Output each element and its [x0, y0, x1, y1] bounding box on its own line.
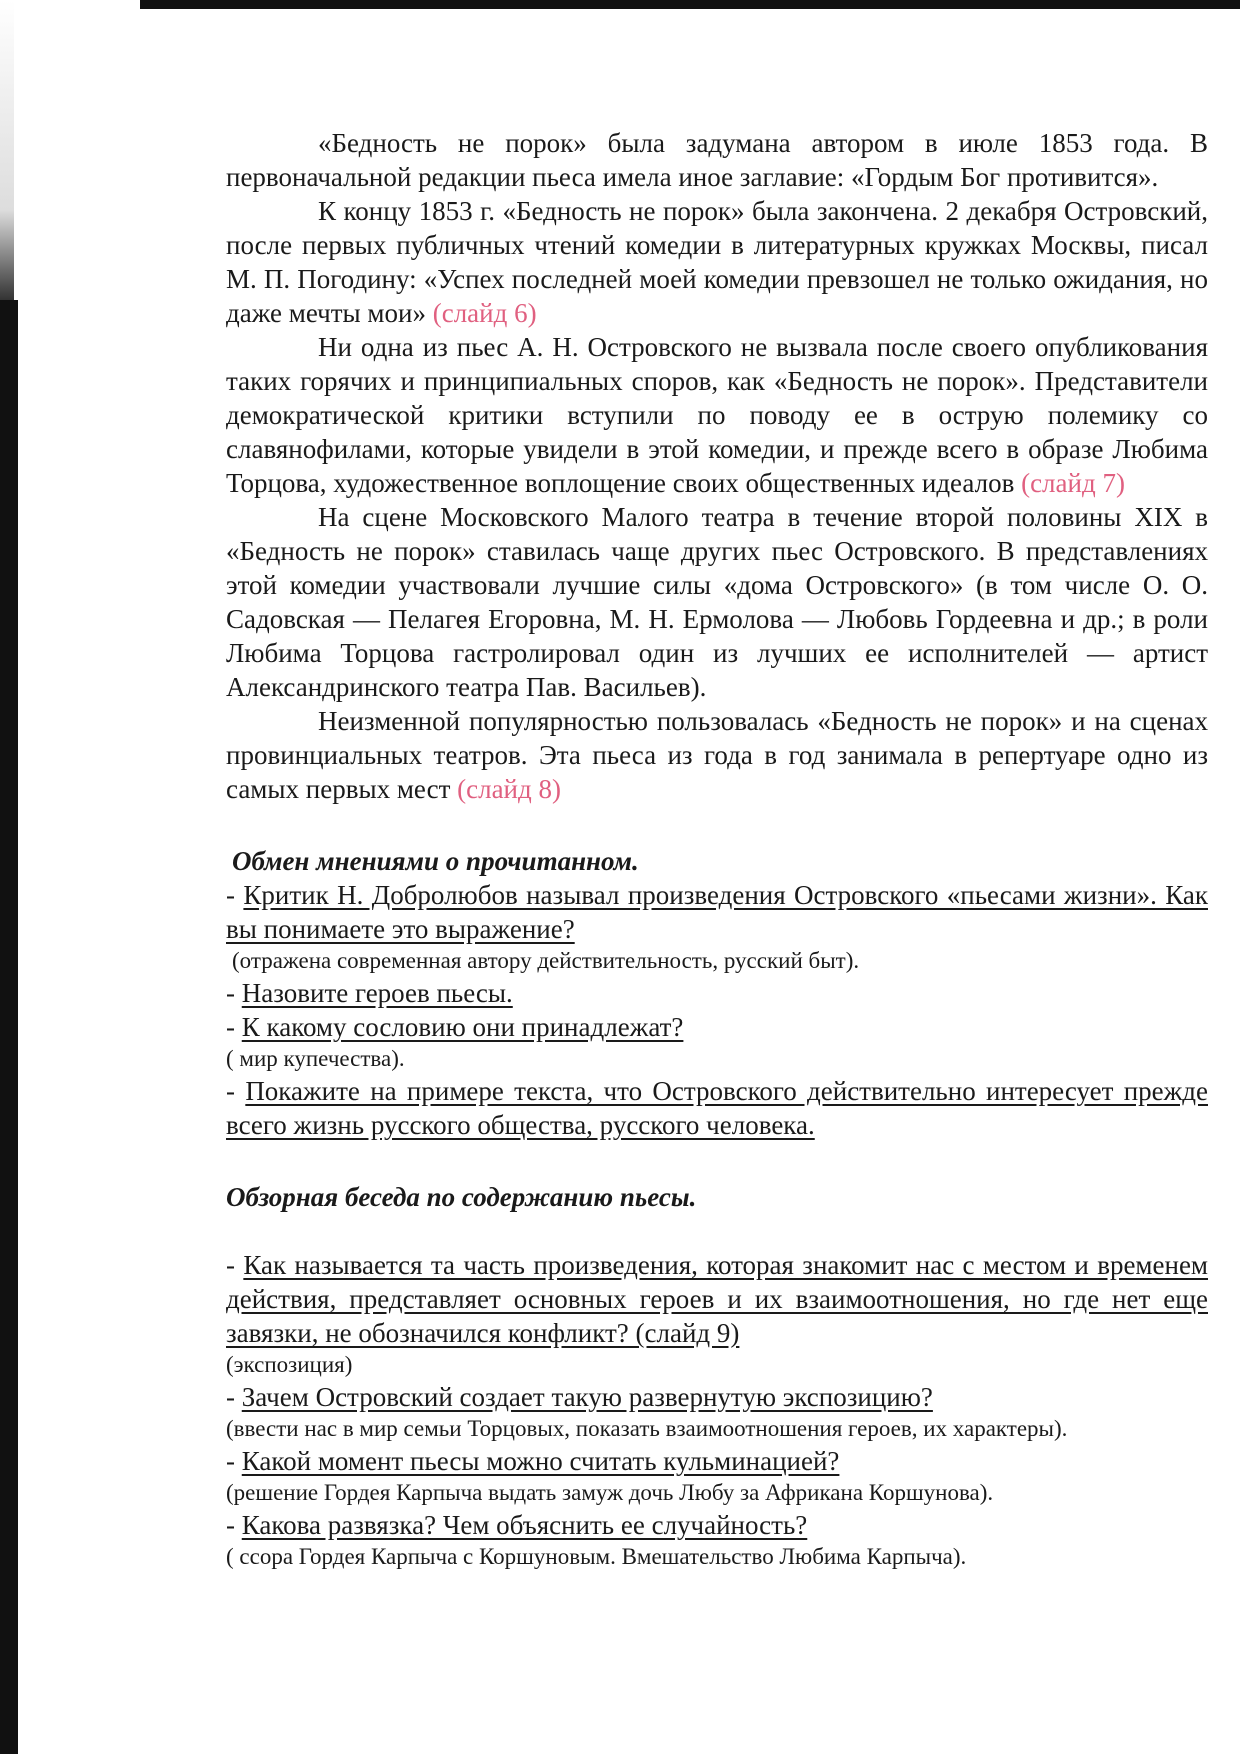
question [226, 1508, 1208, 1542]
spacer [226, 1214, 1208, 1248]
question [226, 1380, 1208, 1414]
paragraph-3: Ни одна из пьес А. Н. Островского не вызвала после своего опубликования таких горячих и принципиальных споров, как «Бедность не порок». Представители демократической критики вступили по поводу ее в острую полемику со славянофилами, которые увидели в этой комедии, и прежде всего в образе Любима Торцова, художественное воплощение своих общественных идеалов (слайд 7) [226, 332, 1208, 498]
answer-text: (решение Гордея Карпыча выдать замуж дочь Любу за Африкана Коршунова). [226, 1480, 994, 1505]
scan-edge-top [140, 0, 1240, 9]
slide-reference: (слайд 8) [457, 774, 561, 804]
answer-text: (отражена современная автору действительность, русский быт). [232, 948, 860, 973]
answer-text: (ввести нас в мир семьи Торцовых, показать взаимоотношения героев, их характеры). [226, 1416, 1068, 1441]
question-text: Критик Н. Добролюбов называл произведения Островского «пьесами жизни». Как вы понимаете это выражение? [226, 880, 1208, 944]
dash: - [226, 1382, 235, 1412]
paragraph-4: На сцене Московского Малого театра в течение второй половины XIX в «Бедность не порок» ставилась чаще других пьес Островского. В представлениях этой комедии участвовали лучшие силы «дома Островского» (в том числе О. О. Садовская — Пелагея Егоровна, М. Н. Ермолова — Любовь Гордеевна и др.; в роли Любима Торцова гастролировал один из лучших ее исполнителей — артист Александринского театра Пав. Васильев). [226, 502, 1208, 702]
question [226, 878, 1208, 946]
slide-reference: (слайд 7) [1021, 468, 1125, 498]
question [226, 976, 1208, 1010]
question [226, 1444, 1208, 1478]
scan-edge-left-fade [0, 0, 14, 300]
question-text: К какому сословию они принадлежат? [241, 1012, 684, 1042]
question [226, 1074, 1208, 1142]
question-text: Как называется та часть произведения, которая знакомит нас с местом и временем действия, представляет основных героев и их взаимоотношения, но где нет еще завязки, не обозначился конфликт? (слайд 9) [226, 1250, 1209, 1348]
dash: - [226, 1076, 235, 1106]
dash: - [226, 1510, 235, 1540]
answer-text: ( мир купечества). [226, 1046, 405, 1071]
document-page [226, 126, 1208, 1572]
question-text: Какова развязка? Чем объяснить ее случайность? [241, 1510, 808, 1540]
dash: - [226, 978, 235, 1008]
section-heading-discussion: Обмен мнениями о прочитанном. [232, 846, 639, 876]
question-text: Назовите героев пьесы. [241, 978, 513, 1008]
dash: - [226, 1012, 235, 1042]
dash: - [226, 1250, 235, 1280]
paragraph-2: К концу 1853 г. «Бедность не порок» была закончена. 2 декабря Островский, после первых публичных чтений комедии в литературных кружках Москвы, писал М. П. Погодину: «Успех последней моей комедии превзошел не только ожидания, но даже мечты мои» (слайд 6) [226, 196, 1208, 328]
section-heading-overview: Обзорная беседа по содержанию пьесы. [226, 1182, 697, 1212]
slide-reference: (слайд 6) [432, 298, 537, 328]
answer-text: ( ссора Гордея Карпыча с Коршуновым. Вмешательство Любима Карпыча). [226, 1544, 967, 1569]
scan-edge-left [0, 300, 18, 1754]
paragraph-1: «Бедность не порок» была задумана автором в июле 1853 года. В первоначальной редакции пьеса имела иное заглавие: «Гордым Бог противится». [226, 128, 1208, 192]
paragraph-5: Неизменной популярностью пользовалась «Бедность не порок» и на сценах провинциальных театров. Эта пьеса из года в год занимала в репертуаре одно из самых первых мест (слайд 8) [226, 706, 1208, 804]
question [226, 1010, 1208, 1044]
dash: - [226, 1446, 235, 1476]
question-text: Зачем Островский создает такую развернутую экспозицию? [241, 1382, 933, 1412]
answer-text: (экспозиция) [226, 1352, 353, 1377]
question-text: Покажите на примере текста, что Островского действительно интересует прежде всего жизнь русского общества, русского человека. [226, 1076, 1208, 1140]
question [226, 1248, 1208, 1350]
dash: - [226, 880, 235, 910]
question-text: Какой момент пьесы можно считать кульминацией? [241, 1446, 840, 1476]
